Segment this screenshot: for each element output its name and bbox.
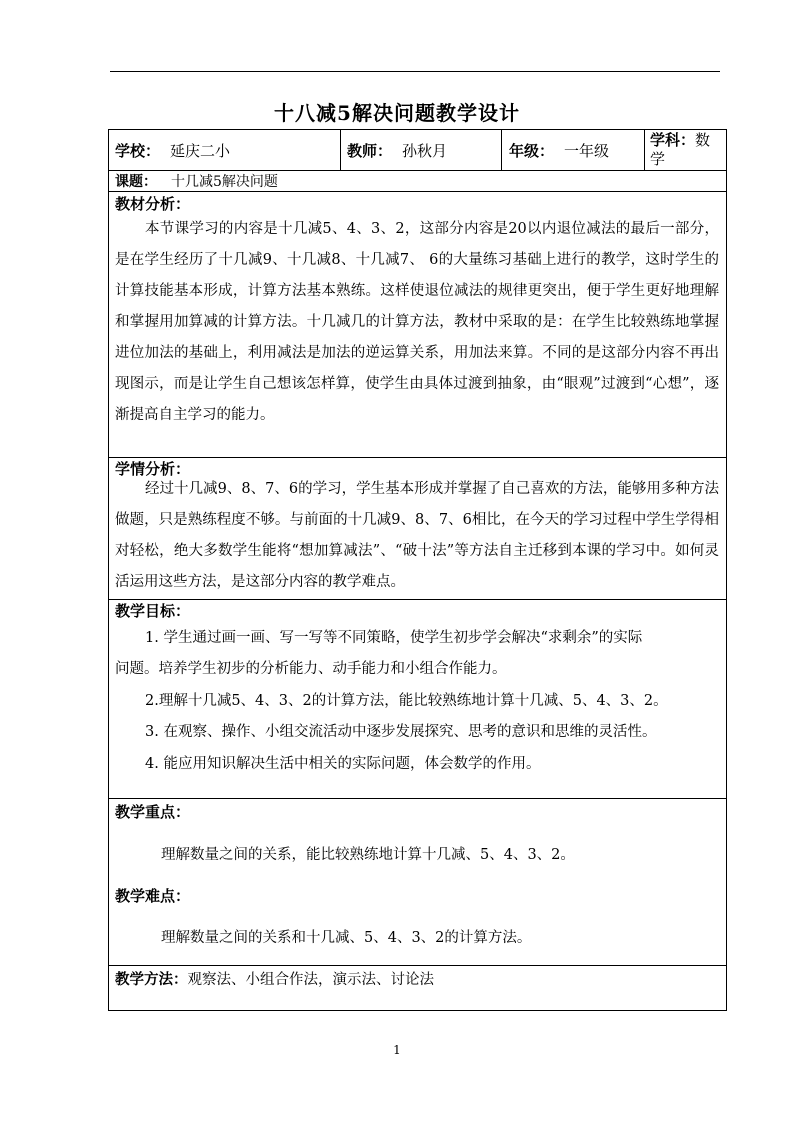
methods-label: 教学方法： (115, 971, 188, 988)
school-value: 延庆二小 (170, 141, 231, 160)
grade-cell (509, 130, 639, 170)
school-label: 学校： (115, 141, 161, 160)
document-title: 十八减5解决问题教学设计 (274, 101, 520, 125)
lesson-plan-table (108, 129, 727, 1011)
difficulties-heading: 教学难点： (115, 887, 191, 905)
subject-value: 数学 (650, 131, 711, 168)
methods-section (109, 966, 726, 1010)
student-analysis-section (109, 458, 726, 600)
header-rule (110, 71, 720, 72)
teacher-value: 孙秋月 (402, 141, 448, 160)
topic-label: 课题： (115, 174, 157, 190)
methods-value: 观察法、小组合作法，演示法、讨论法 (187, 972, 434, 988)
methods-line (115, 968, 434, 989)
student-analysis-text-block (115, 474, 719, 598)
textbook-analysis-text-block (115, 214, 719, 431)
topic-cell (115, 171, 715, 191)
page-number: 1 (393, 1043, 401, 1057)
objective-4: 4. 能应用知识解决生活中相关的实际问题，体会数学的作用。 (145, 756, 541, 772)
objectives-heading: 教学目标： (115, 602, 191, 620)
teacher-cell (347, 130, 497, 170)
grade-label: 年级： (509, 141, 555, 160)
difficulties-text: 理解数量之间的关系和十几减、5、4、3、2的计算方法。 (161, 930, 532, 946)
topic-row (109, 171, 726, 192)
objective-1-line-1: 1. 学生通过画一画、写一写等不同策略，使学生初步学会解决“求剩余”的实际 (145, 630, 643, 646)
key-points-text: 理解数量之间的关系，能比较熟练地计算十几减、5、4、3、2。 (161, 847, 575, 863)
divider (340, 130, 341, 170)
textbook-analysis-section (109, 192, 726, 458)
key-points-section (109, 799, 726, 966)
grade-value: 一年级 (564, 141, 610, 160)
teacher-label: 教师： (347, 141, 393, 160)
key-points-heading: 教学重点： (115, 803, 191, 821)
objectives-section (109, 600, 726, 799)
textbook-analysis-heading: 教材分析： (115, 195, 191, 213)
info-row (109, 130, 726, 171)
student-analysis-text: 经过十几减9、8、7、6的学习，学生基本形成并掌握了自己喜欢的方法，能够用多种方法做题，只是熟练程度不够。与前面的十几减9、8、7、6相比，在今天的学习过程中学生学得相对轻松，绝大多数学生能将“想加算减法”、“破十法”等方法自主迁移到本课的学习中。如何灵活运用这些方法，是这部分内容的教学难点。 (115, 481, 719, 590)
subject-label: 学科： (650, 131, 696, 149)
subject-cell (650, 130, 722, 170)
topic-value: 十几减5解决问题 (171, 174, 278, 190)
objective-3: 3. 在观察、操作、小组交流活动中逐步发展探究、思考的意识和思维的灵活性。 (145, 724, 657, 740)
objective-2: 2.理解十几减5、4、3、2的计算方法，能比较熟练地计算十几减、5、4、3、2。 (145, 693, 668, 709)
divider (501, 130, 502, 170)
student-analysis-heading: 学情分析： (115, 460, 191, 478)
textbook-analysis-text: 本节课学习的内容是十几减5、4、3、2，这部分内容是20以内退位减法的最后一部分，是在学生经历了十几减9、十几减8、十几减7、 6的大量练习基础上进行的教学，这时学生的计算技能基本形成，计算方法基本熟练。这样使退位减法的规律更突出，便于学生更好地理解和掌握用加算减的计算方法。十几减几的计算方法，教材中采取的是：在学生比较熟练地掌握进位加法的基础上，利用减法是加法的逆运算关系，用加法来算。不同的是这部分内容不再出现图示，而是让学生自己想该怎样算，使学生由具体过渡到抽象，由“眼观”过渡到“心想”，逐渐提高自主学习的能力。 (115, 221, 719, 423)
objective-1-line-2: 问题。培养学生初步的分析能力、动手能力和小组合作能力。 (115, 661, 507, 677)
divider (644, 130, 645, 170)
school-cell (115, 130, 340, 170)
